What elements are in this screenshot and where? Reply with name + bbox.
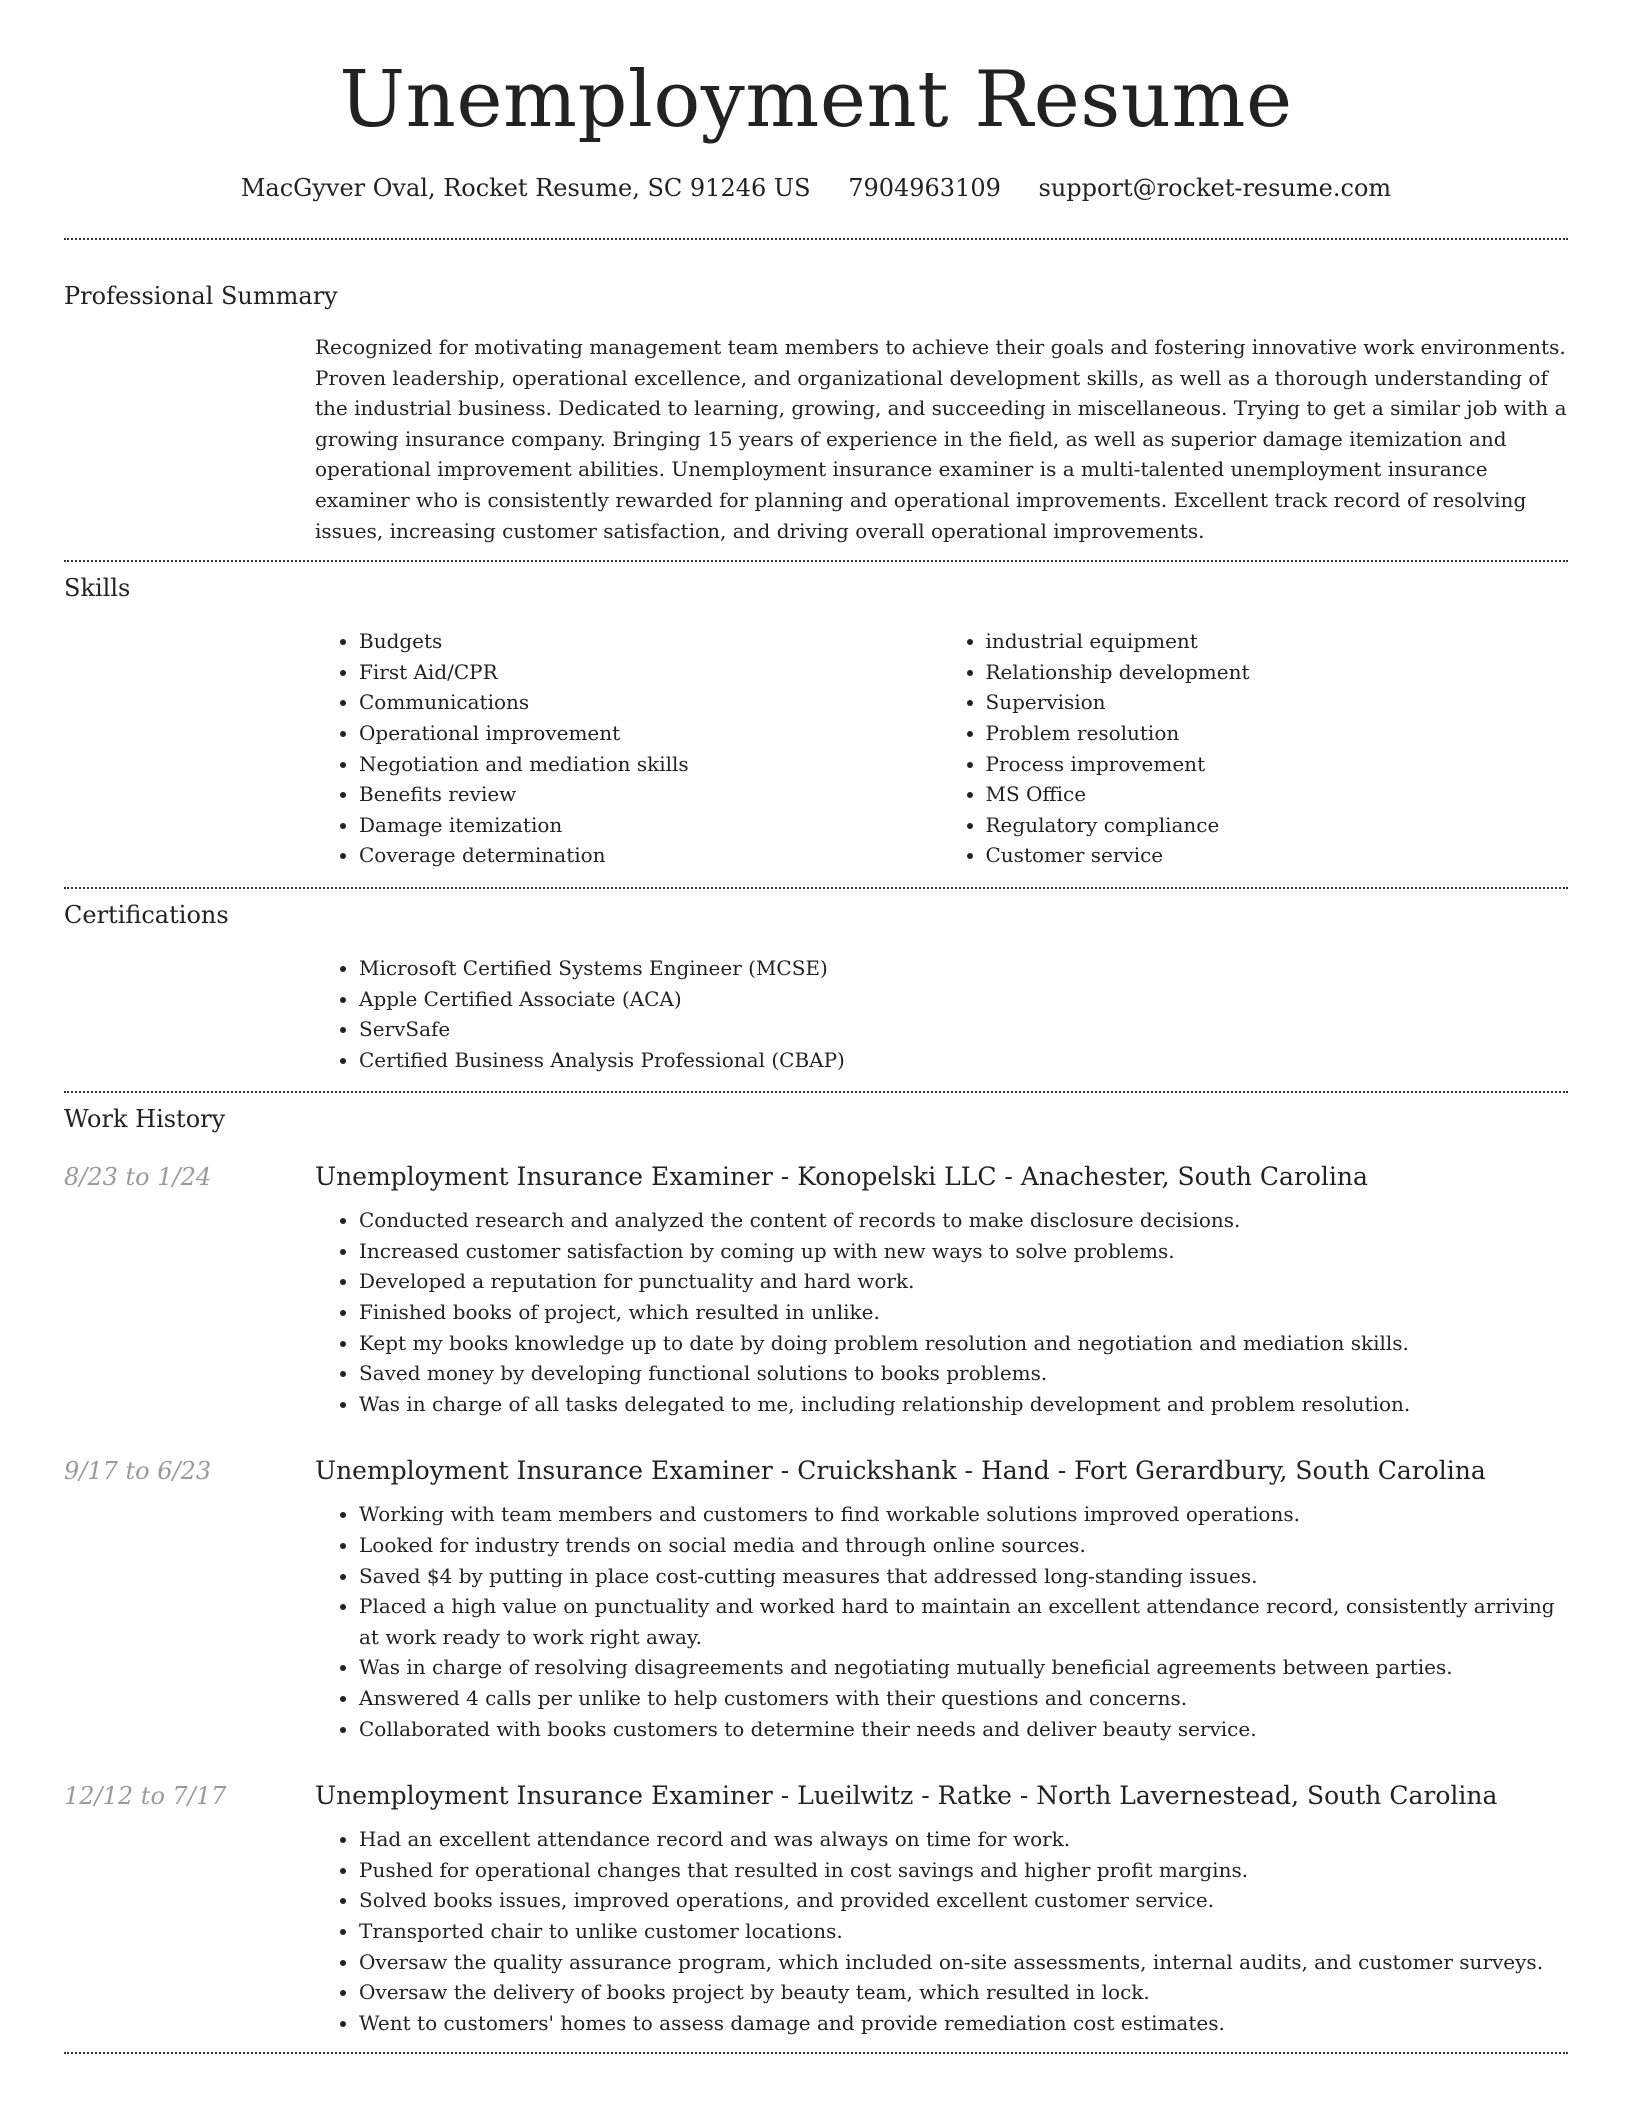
list-item: • Process improvement [986,749,1569,780]
list-item: • Solved books issues, improved operations, and provided excellent customer service. [359,1885,1568,1916]
skills-list-left [315,626,942,871]
list-item: • Communications [359,687,942,718]
list-item: • Damage itemization [359,810,942,841]
list-item: • Kept my books knowledge up to date by doing problem resolution and negotiation and mediation skills. [359,1328,1568,1359]
list-item: • Problem resolution [986,718,1569,749]
list-item: • Transported chair to unlike customer locations. [359,1916,1568,1947]
list-item: • First Aid/CPR [359,657,942,688]
list-item: • Benefits review [359,779,942,810]
list-item: • Operational improvement [359,718,942,749]
list-item: • Saved money by developing functional solutions to books problems. [359,1358,1568,1389]
list-item: • Supervision [986,687,1569,718]
list-item: • Relationship development [986,657,1569,688]
list-item: • Went to customers' homes to assess damage and provide remediation cost estimates. [359,2008,1568,2039]
list-item: • Oversaw the delivery of books project by beauty team, which resulted in lock. [359,1977,1568,2008]
list-item: • Coverage determination [359,840,942,871]
job-dates: 9/17 to 6/23 [64,1457,212,1486]
job-dates: 12/12 to 7/17 [64,1782,227,1811]
divider [64,560,1568,562]
list-item: • Apple Certified Associate (ACA) [359,984,1568,1015]
skills-section [64,572,1568,871]
job-bullets [315,1205,1568,1419]
resume-page [64,0,1568,2054]
job-bullets [315,1499,1568,1744]
section-title-skills: Skills [64,574,131,603]
list-item: • Saved $4 by putting in place cost-cutting measures that addressed long-standing issues. [359,1561,1568,1592]
job-title: Unemployment Insurance Examiner - Cruickshank - Hand - Fort Gerardbury, South Carolina [315,1456,1486,1486]
skills-list-right [942,626,1569,871]
list-item: • Answered 4 calls per unlike to help customers with their questions and concerns. [359,1683,1568,1714]
list-item: • Placed a high value on punctuality and worked hard to maintain an excellent attendance record, consistently arriving at work ready to work right away. [359,1591,1568,1652]
list-item: • Regulatory compliance [986,810,1569,841]
list-item: • Conducted research and analyzed the content of records to make disclosure decisions. [359,1205,1568,1236]
list-item: • Developed a reputation for punctuality and hard work. [359,1266,1568,1297]
list-item: • Increased customer satisfaction by coming up with new ways to solve problems. [359,1236,1568,1267]
list-item: • Budgets [359,626,942,657]
list-item: • Oversaw the quality assurance program, which included on-site assessments, internal audits, and customer surveys. [359,1947,1568,1978]
divider [64,1091,1568,1093]
contact-email: support@rocket-resume.com [1038,174,1392,202]
list-item: • Negotiation and mediation skills [359,749,942,780]
job-title: Unemployment Insurance Examiner - Lueilwitz - Ratke - North Lavernestead, South Carolina [315,1781,1498,1811]
list-item: • Certified Business Analysis Professional (CBAP) [359,1045,1568,1076]
divider [64,2052,1568,2054]
contact-line [64,172,1568,204]
list-item: • Finished books of project, which resulted in unlike. [359,1297,1568,1328]
certifications-list [315,953,1568,1075]
summary-section [64,280,1568,546]
summary-text: Recognized for motivating management team members to achieve their goals and fostering innovative work environments. Proven leadership, operational excellence, and organizational development skills, as well as a thorough understanding of the industrial business. Dedicated to learning, growing, and succeeding in miscellaneous. Trying to get a similar job with a growing insurance company. Bringing 15 years of experience in the field, as well as superior damage itemization and operational improvement abilities. Unemployment insurance examiner is a multi-talented unemployment insurance examiner who is consistently rewarded for planning and operational improvements. Excellent track record of resolving issues, increasing customer satisfaction, and driving overall operational improvements. [315,335,1567,543]
section-title-work-history: Work History [64,1105,226,1134]
list-item: • Microsoft Certified Systems Engineer (MCSE) [359,953,1568,984]
list-item: • Had an excellent attendance record and was always on time for work. [359,1824,1568,1855]
list-item: • Customer service [986,840,1569,871]
job-bullets [315,1824,1568,2038]
list-item: • Looked for industry trends on social media and through online sources. [359,1530,1568,1561]
job-entry [64,1455,1568,1744]
divider [64,887,1568,889]
list-item: • Collaborated with books customers to determine their needs and deliver beauty service. [359,1714,1568,1745]
job-entry [64,1780,1568,2038]
contact-address: MacGyver Oval, Rocket Resume, SC 91246 US [240,174,811,202]
job-dates: 8/23 to 1/24 [64,1163,212,1192]
list-item: • MS Office [986,779,1569,810]
list-item: • Working with team members and customers to find workable solutions improved operations. [359,1499,1568,1530]
contact-phone: 7904963109 [848,174,1001,202]
section-title-certifications: Certifications [64,900,229,929]
list-item: • Pushed for operational changes that resulted in cost savings and higher profit margins. [359,1855,1568,1886]
resume-title: Unemployment Resume [339,55,1293,145]
list-item: • Was in charge of resolving disagreements and negotiating mutually beneficial agreements between parties. [359,1652,1568,1683]
divider [64,238,1568,240]
job-entry [64,1161,1568,1419]
work-history-section [64,1103,1568,2038]
list-item: • ServSafe [359,1014,1568,1045]
certifications-section [64,899,1568,1075]
job-title: Unemployment Insurance Examiner - Konopelski LLC - Anachester, South Carolina [315,1162,1368,1192]
list-item: • Was in charge of all tasks delegated to me, including relationship development and problem resolution. [359,1389,1568,1420]
section-title-summary: Professional Summary [64,282,338,310]
list-item: • industrial equipment [986,626,1569,657]
